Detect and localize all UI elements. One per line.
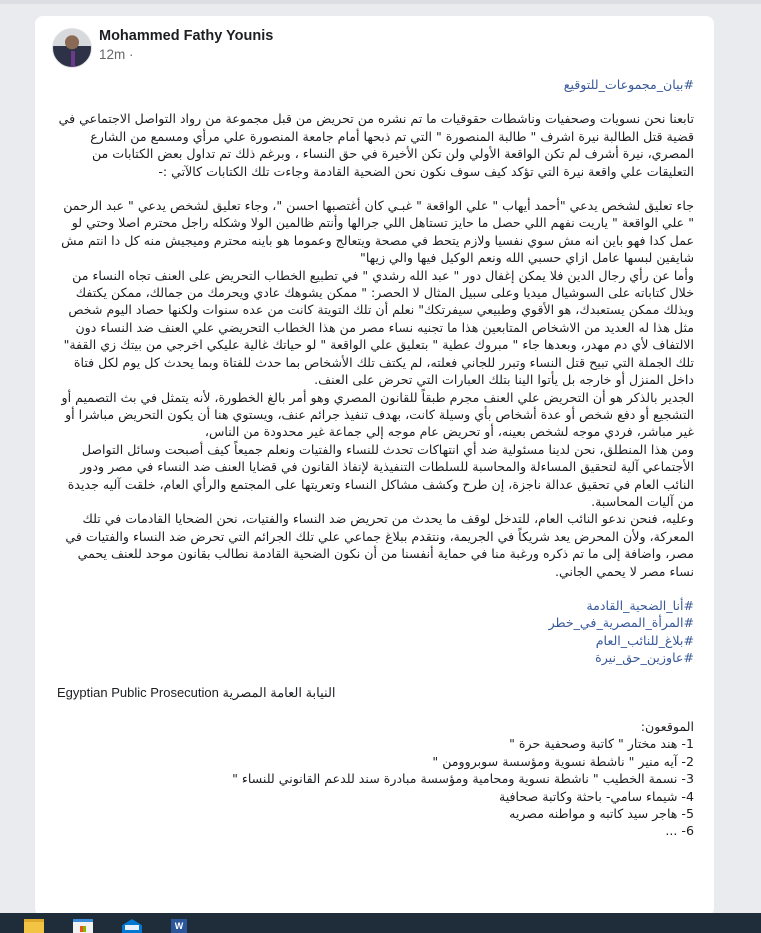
microsoft-store-icon[interactable] (73, 919, 93, 933)
top-strip (0, 0, 761, 4)
signatory-item: 3- نسمة الخطيب " ناشطة نسوية ومحامية ومؤسسة مبادرة سند للدعم القانوني للنساء " (232, 771, 694, 787)
avatar-detail (71, 51, 75, 67)
paragraph-intro: تابعنا نحن نسويات وصحفيات وناشطات حقوقيات ما تم نشره من تحريض من قبل مجموعة من رواد التواصل الاجتماعي في قضية قتل الطالبة نيرة اشرف " طالبة المنصورة " التي تم ذبحها أمام جامعة المنصورة علي مرأي ومسمع من الشارع المصري، نيرة أشرف لم تكن الواقعة الأولي ولن تكن الأخيرة في حق النساء ، وبرغم ذلك تم تداول بعض الكتابات من التعليقات علي واقعة نيرة التي تؤكد كيف سوف نكون نحن الضحية القادمة وجاءت تلك الكتابات كالآتي :- (58, 111, 694, 179)
post-card (35, 16, 714, 916)
hashtag-link[interactable]: #بيان_مجموعات_للتوقيع (563, 77, 694, 92)
windows-taskbar (0, 913, 761, 933)
signatory-item: 1- هند مختار " كاتبة وصحفية حرة " (509, 736, 694, 752)
paragraph-religious: وأما عن رأي رجال الدين فلا يمكن إغفال دور " عبد الله رشدي " في تطبيع الخطاب التحريض على العنف تجاه النساء من خلال كتاباته على السوشيال ميديا وعلى سبيل المثال لا الحصر: " ممكن يشوهك عادي ويحرمك من جمالك، ممكن يكتفك ويذلك ممكن يستعبدك، هو الأقوي وطبيعي سيفرتكك" نعلم أن تلك التويتة كانت من عده سنوات ولكنها حصاد اليوم شخص مثل هذا له العديد من الاشخاص المتابعين هذا ما تجنيه نساء مصر من هذا الخطاب التحريضي علي العنف ضد النساء دون الالتفاف لأي دم مهدر، وبعدها جاء " مبروك عطية " بتعليق علي الواقعة " لو حياتك غالية عليكي اخرجي من بيتك زي القفة" تلك الجملة التي تبيح قتل النساء وتبرر للجاني فعلته، لم يكتف تلك الأشخاص بما حدث للفتاة وبما يحدث كل يوم لكل فتاة داخل المنزل أو خارجه بل يأتوا الينا بتلك العبارات التي تحرض على العنف. (63, 267, 694, 388)
signatory-item: 5- هاجر سيد كاتبه و مواطنه مصريه (509, 806, 694, 822)
signatory-item: 6- ... (665, 823, 694, 839)
paragraph-demand: وعليه، فنحن ندعو النائب العام، للتدخل لوقف ما يحدث من تحريض ضد النساء والفتيات، نحن الضحايا القادمات في تلك المعركة، ولأن المحرض يعد شريكاً في الجريمة، ونتقدم ببلاغ جماعي علي تلك الجرائم التي تحرض ضد النساء والفتيات في مصر، واضافة إلى ما تم ذكره ورغبة منا في حماية أنفسنا من أن نكون الضحية القادمة نطالب بقانون موحد للعنف يحمي نساء مصر لا يحمي الجاني. (65, 511, 694, 579)
signatory-item: 4- شيماء سامي- باحثة وكاتبة صحافية (498, 788, 694, 804)
mention-line: Egyptian Public Prosecution النيابة العامة المصرية (57, 684, 336, 700)
hashtag-link[interactable]: #بلاغ_للنائب_العام (595, 632, 694, 648)
spacer (57, 667, 694, 684)
file-explorer-icon[interactable] (24, 919, 44, 933)
mail-icon[interactable] (122, 919, 142, 933)
spacer (57, 701, 694, 718)
signatory-item: 2- آيه منير " ناشطة نسوية ومؤسسة سوبروومن " (432, 753, 694, 769)
hashtag-link[interactable]: #عاوزين_حق_نيرة (595, 650, 694, 666)
paragraph-law: الجدير بالذكر هو أن التحريض علي العنف مجرم طبقاً للقانون المصري وهو أمر بالغ الخطورة، لأنه يتمثل في بث التصميم أو التشجيع أو دفع شخص أو عدة أشخاص بأي وسيلة كانت، بهدف تنفيذ جرائم عنف، ويستوي هنا أن يكون التحريض مباشرا أو غير مباشر، فردي موجه لشخص بعينه، أو تحريض عام موجه إلي جماعة غير محدودة من الناس، (61, 389, 694, 440)
paragraph-comments: جاء تعليق لشخص يدعي "أحمد أيهاب " علي الواقعة " غبـي كان أغتصبها احسن "، وجاء تعليق لشخص يدعي " عبد الرحمن " علي الواقعة " ياريت نفهم اللي حصل ما حايز تستاهل اللي جرالها وأنتم ظالمين الولا وشكله راجل محترم اصلا وحتي لو عمل كدا فهو باين انه مش سوي نفسيا ولازم يتحط في مصحة ويتعالج وعموما هو باينه محترم وميجيش منه كل دا انتم مش شايفين لبسها عامل ازاي حسبي الله ونعم الوكيل فيها والي زيها" (61, 198, 694, 266)
post-body (57, 76, 694, 840)
avatar[interactable] (52, 28, 92, 68)
signatories-title: الموقعون: (640, 719, 694, 734)
post-timestamp[interactable]: 12m · (99, 47, 134, 62)
spacer (57, 180, 694, 197)
paragraph-responsibility: ومن هذا المنطلق، نحن لدينا مسئولية ضد أي انتهاكات تحدث للنساء والفتيات ونعلم جميعاً كيف أصبحت وسائل التواصل الأجتماعي آلية لتحقيق المساءلة والمحاسبة للسلطات التنفيذية لإنفاذ القانون في قضايا العنف ضد النساء في مصر ودور النائب العام في تحقيق عدالة ناجزة، إن طرح وكشف مشاكل النساء وتعريتها على المجتمع والرأي العام، خلقت آليه جديدة من آليات المحاسبة. (67, 441, 694, 509)
spacer (57, 93, 694, 110)
author-name[interactable]: Mohammed Fathy Younis (99, 28, 274, 44)
hashtag-link[interactable]: #أنا_الضحية_القادمة (586, 597, 694, 613)
hashtag-link[interactable]: #المرأة_المصرية_في_خطر (548, 615, 694, 631)
word-icon[interactable]: W (171, 919, 187, 933)
spacer (57, 580, 694, 597)
